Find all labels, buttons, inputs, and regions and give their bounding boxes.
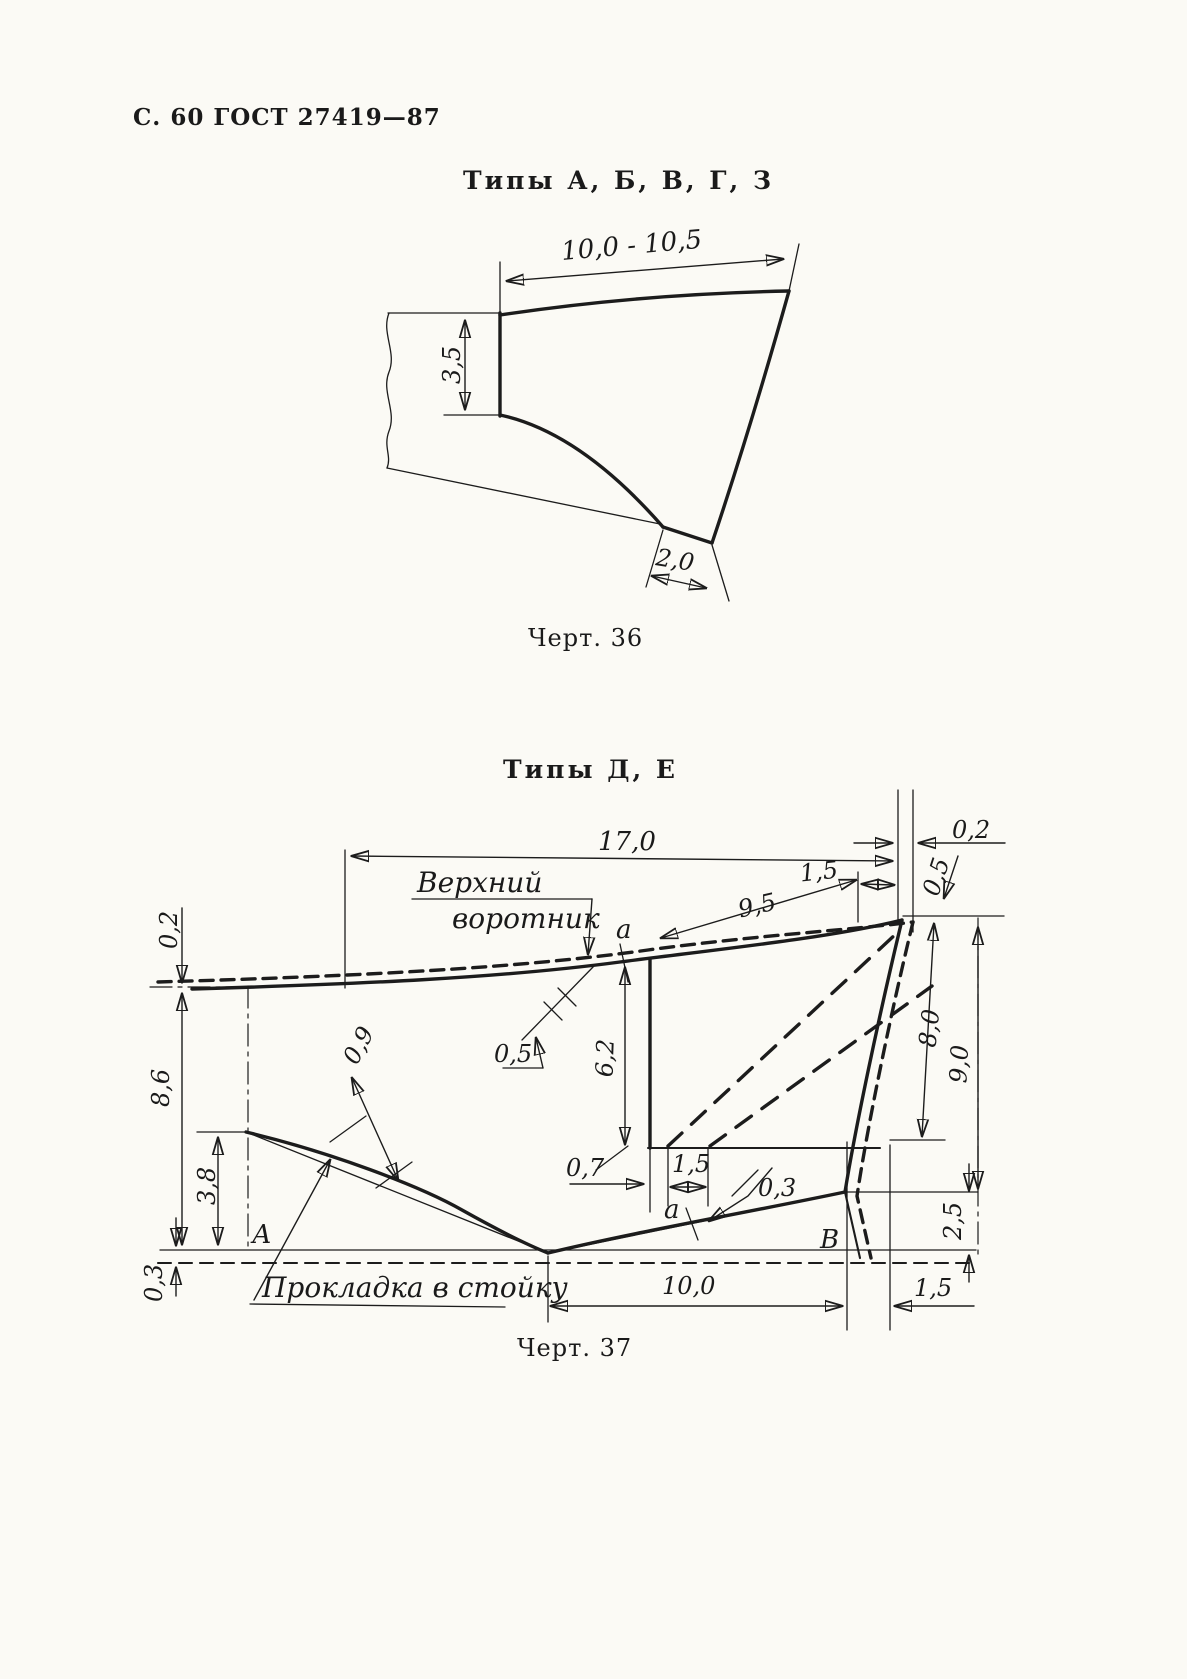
collar-neck-curve	[500, 415, 663, 527]
dim-15bot-label: 1,5	[914, 1274, 953, 1302]
collar-end-edge	[712, 291, 789, 543]
seam-03-tick	[732, 1170, 758, 1196]
interlining-underline	[250, 1304, 505, 1307]
dim-25-label: 2,5	[939, 1201, 967, 1240]
figure36-title: Типы А, Б, В, Г, З	[463, 166, 774, 195]
roll-line-2	[710, 986, 932, 1146]
stand-dart-chord	[246, 1132, 548, 1253]
dim-17-label: 17,0	[598, 827, 656, 857]
collar-lower-chord	[548, 1192, 845, 1253]
page-header: С. 60 ГОСТ 27419—87	[133, 104, 441, 131]
upper-collar-label-line1: Верхний	[417, 866, 543, 899]
ext-line	[789, 244, 799, 291]
dim-top-width-label: 10,0 - 10,5	[559, 224, 704, 267]
figure-37	[140, 790, 1005, 1330]
ext-line	[712, 545, 729, 601]
band-bottom-line	[387, 468, 660, 524]
point-A-label: А	[252, 1220, 272, 1250]
collar-top-edge	[500, 291, 789, 315]
dim-90-label: 9,0	[944, 1044, 975, 1084]
dim-62-label: 6,2	[590, 1038, 620, 1078]
dim-38-label: 3,8	[193, 1166, 221, 1205]
interlining-label: Прокладка в стойку	[262, 1271, 568, 1304]
offset-05-arrow	[536, 1038, 543, 1068]
dim-bottom-width-label: 2,0	[654, 543, 697, 577]
dim-95-label: 9,5	[735, 887, 779, 924]
upper-collar-label-line2: воротник	[452, 902, 600, 935]
dim-86-label: 8,6	[147, 1068, 175, 1107]
dim-05tr-label: 0,5	[916, 854, 956, 900]
dim-05mid-label: 0,5	[494, 1040, 533, 1068]
dim-02tr-label: 0,2	[952, 816, 991, 844]
dim-15top-label: 1,5	[798, 855, 840, 888]
collar-bottom-edge	[663, 527, 712, 543]
dim-03l-label: 0,3	[140, 1263, 168, 1302]
offset-05-tick-2	[558, 988, 576, 1006]
figure-36	[387, 225, 799, 601]
point-a-top-label: а	[616, 915, 632, 945]
point-a-bottom-label: а	[664, 1195, 680, 1225]
dim-line-bottom-width	[652, 576, 706, 588]
point-B-label: В	[820, 1225, 840, 1255]
collar-fly-end-edge	[845, 920, 902, 1192]
dim-03mid-label: 0,3	[758, 1174, 797, 1202]
offset-05-tick-1	[544, 1002, 562, 1020]
roll-line-1	[668, 932, 898, 1146]
dim-80-label: 8,0	[913, 1007, 946, 1049]
figure37-caption: Черт. 37	[517, 1334, 633, 1362]
dim-07-label: 0,7	[566, 1154, 605, 1182]
dim-15mid-label: 1,5	[672, 1150, 711, 1178]
offset-05-line	[522, 966, 594, 1040]
figure37-title: Типы Д, Е	[503, 755, 678, 784]
dim-100-label: 10,0	[662, 1272, 716, 1300]
dim-line-top-width	[507, 259, 783, 281]
dim-09-label: 0,9	[337, 1021, 381, 1069]
dim-left-height-label: 3,5	[438, 345, 466, 384]
dart-tick-1	[330, 1116, 366, 1142]
dim-02l-label: 0,2	[155, 910, 183, 949]
figure36-caption: Черт. 36	[528, 624, 644, 652]
dim-line-15top	[862, 884, 894, 885]
fabric-break-wavy-edge	[387, 313, 392, 468]
